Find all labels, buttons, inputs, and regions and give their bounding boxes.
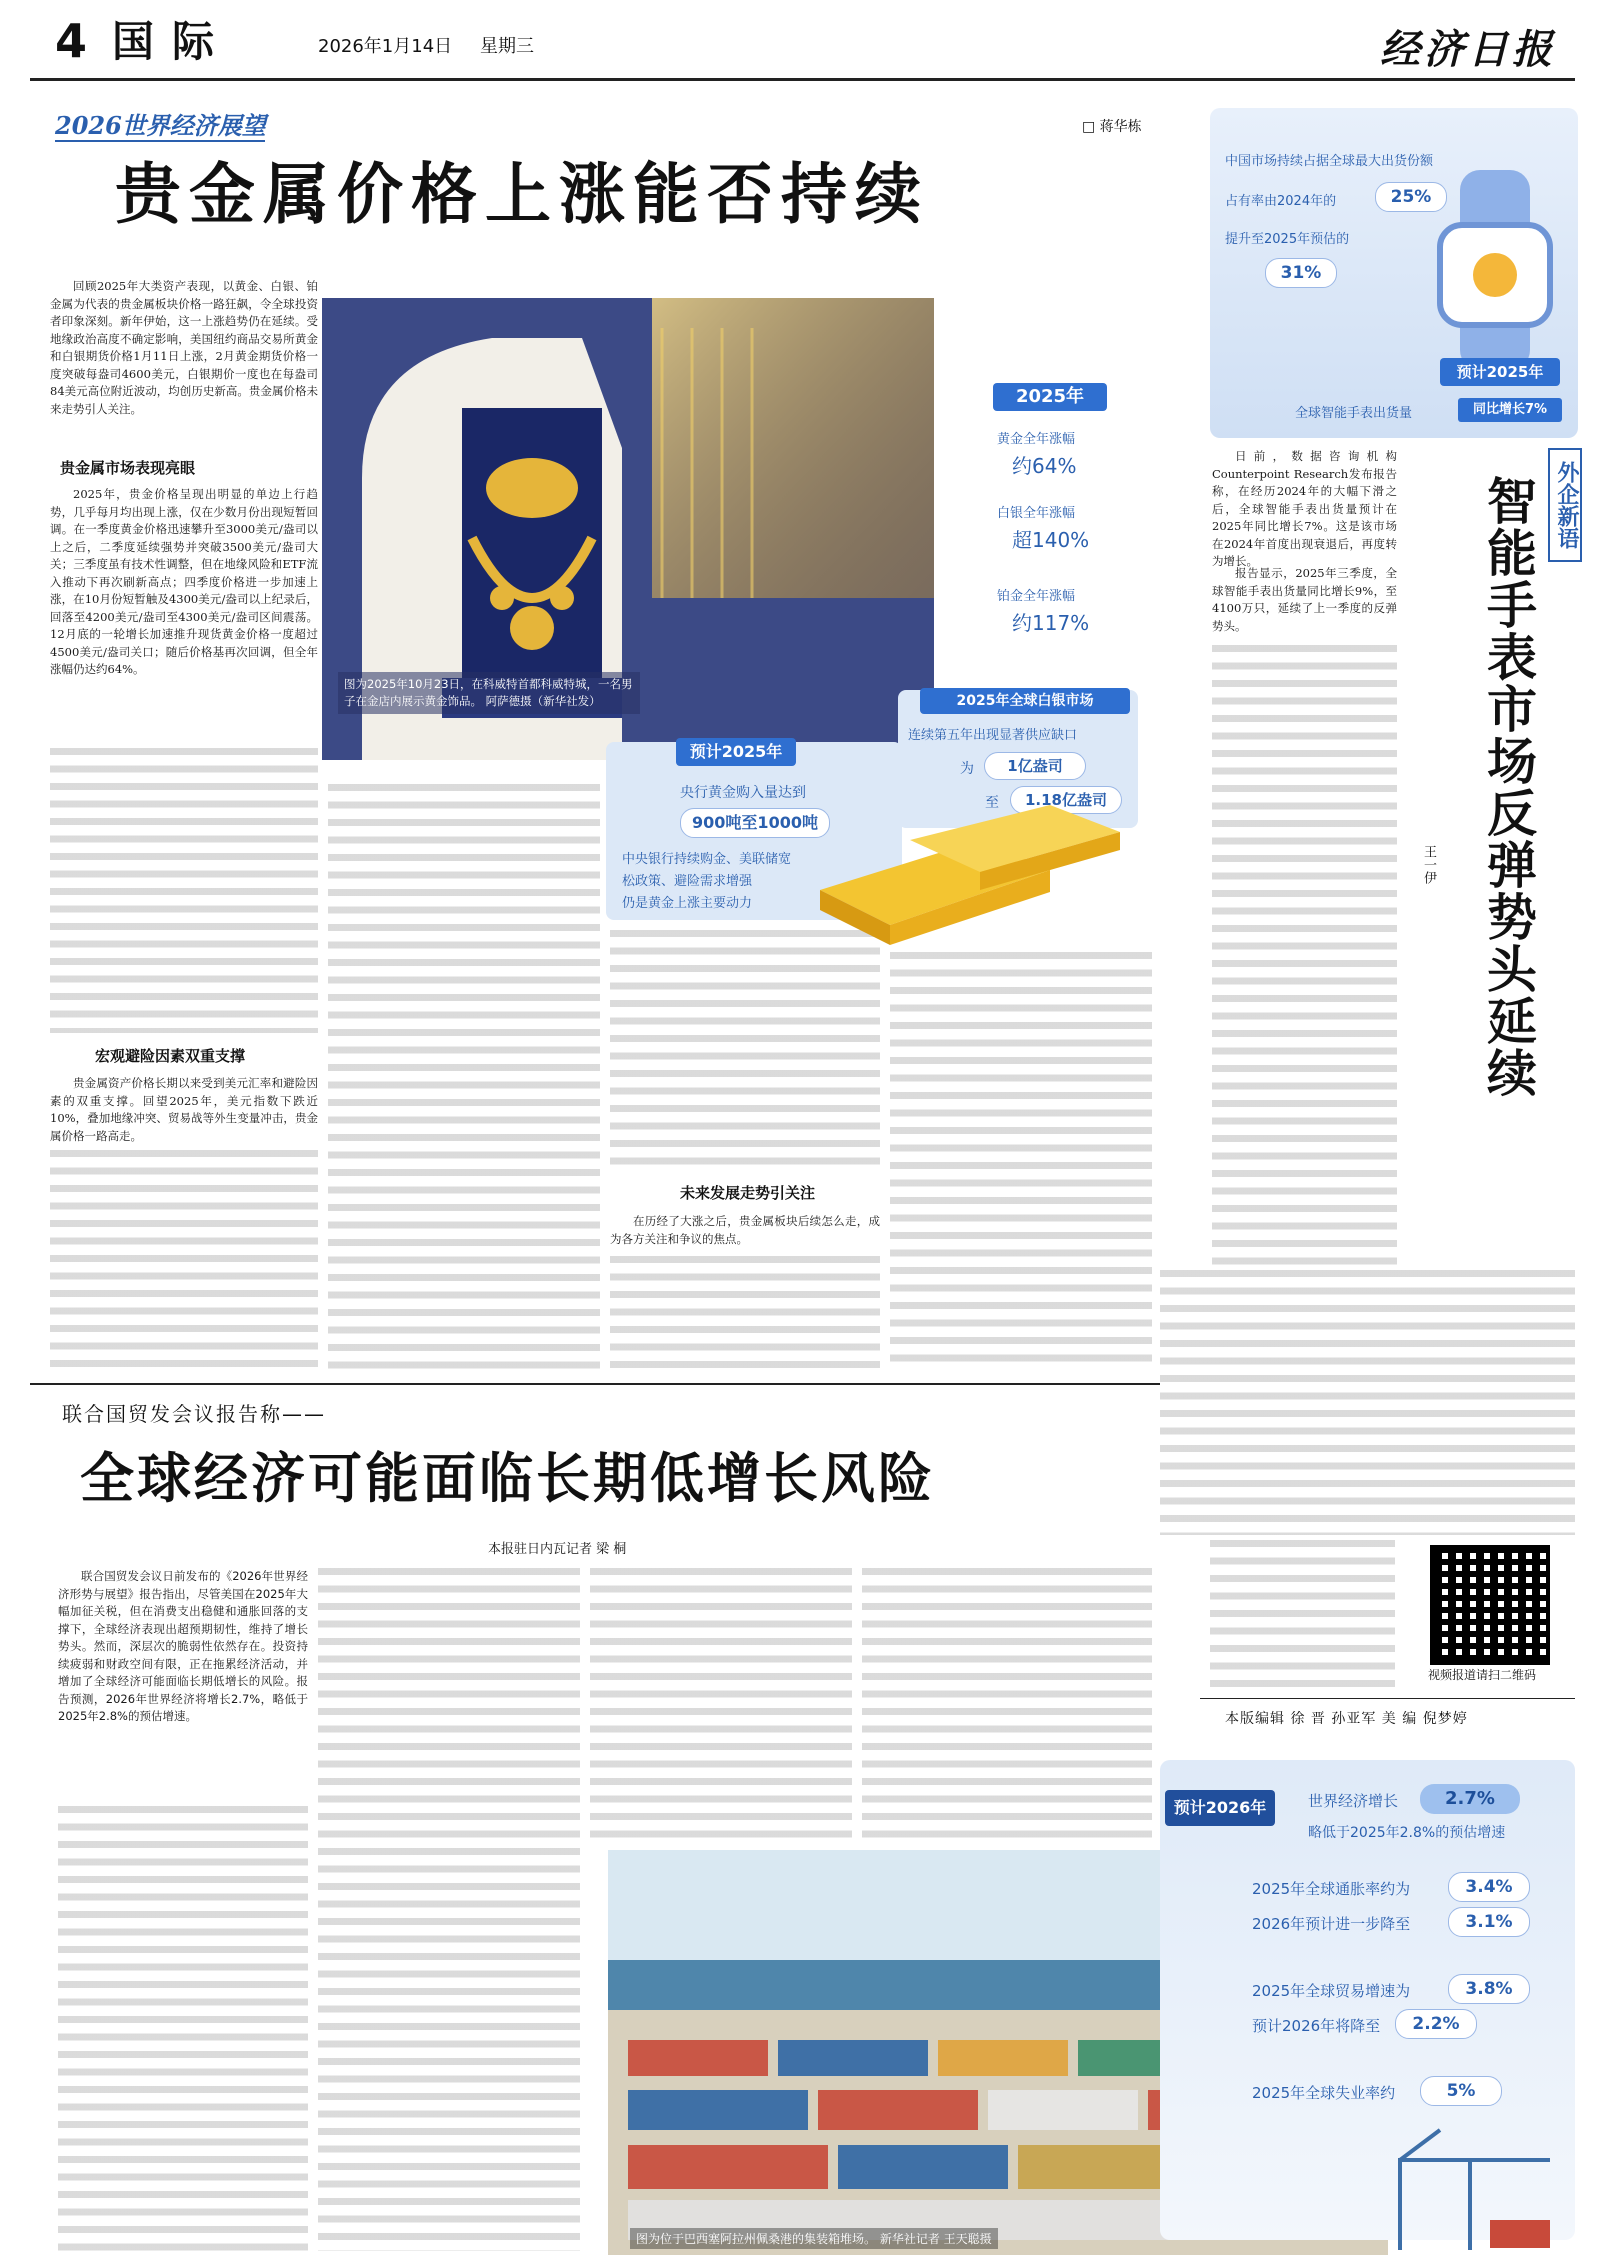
crane-illustration — [1380, 2120, 1570, 2250]
side-story-tag — [1548, 448, 1582, 562]
column-label: 2026世界经济展望 — [55, 111, 266, 140]
second-story-kicker: 联合国贸发会议报告称—— — [62, 1402, 326, 1426]
economy-row3-label: 2026年预计进一步降至 — [1252, 1915, 1411, 1933]
section-outlook-more — [610, 1256, 880, 1372]
economy-badge: 预计2026年 — [1165, 1790, 1275, 1826]
silver-market-title: 2025年全球白银市场 — [920, 688, 1130, 714]
economy-row3-value: 3.1% — [1448, 1907, 1530, 1937]
section-outlook-body: 在历经了大涨之后，贵金属板块后续怎么走，成为各方关注和争议的焦点。 — [610, 1214, 880, 1246]
side-story-more — [1212, 645, 1397, 1265]
credits-rule — [1200, 1698, 1575, 1699]
gold-gain-label: 黄金全年涨幅 — [997, 432, 1076, 447]
paper-logo: 经济日报 — [1380, 26, 1556, 73]
economy-row6-value: 5% — [1420, 2076, 1502, 2106]
middle-column-a — [328, 784, 600, 1372]
side-story-byline — [1418, 845, 1438, 884]
top-story-lead: 回顾2025年大类资产表现，以黄金、白银、铂金属为代表的贵金属板块价格一路狂飙，令全球投资者印象深刻。新年伊始，这一上涨趋势仍在延续。受地缘政治高度不确定影响，美国纽约商品交易所黄金和白银期货价格1月11日上涨，2月黄金期货价格一度突破每盎司4600美元，白银期价一度也在每盎司84美元高位附近波动，均创历史新高。贵金属价格未来走势引人关注。 — [50, 279, 318, 416]
side-info-line2-value: 25% — [1375, 182, 1447, 212]
side-story-lead: 日前，数据咨询机构Counterpoint Research发布报告称，在经历2024年的大幅下滑之后，全球智能手表出货量预计在2025年同比增长7%。这是该市场在2024年首度出现衰退后，再度转为增长。 — [1212, 449, 1397, 568]
side-info-forecast-title: 预计2025年 — [1440, 358, 1560, 386]
second-col-a-more — [58, 1806, 308, 2251]
silver-market-prefix2: 至 — [985, 795, 999, 811]
middle-column-c — [890, 952, 1152, 1372]
economy-row6-label: 2025年全球失业率约 — [1252, 2084, 1396, 2102]
page-number: 4 — [55, 14, 88, 68]
forecast-title: 预计2025年 — [676, 738, 796, 766]
silver-gain-value: 超140% — [1012, 528, 1090, 552]
side-story-bottom — [1210, 1540, 1395, 1690]
silver-market-value1: 1亿盎司 — [984, 752, 1086, 780]
qr-caption: 视频报道请扫二维码 — [1428, 1668, 1537, 1682]
silver-market-prefix1: 为 — [960, 761, 974, 777]
second-col-c — [590, 1568, 852, 1840]
economy-row2-value: 3.4% — [1448, 1872, 1530, 1902]
column-label-underline — [55, 140, 265, 142]
top-story-byline: □ 蒋华栋 — [1082, 119, 1142, 135]
top-story-headline: 贵金属价格上涨能否持续 — [115, 156, 929, 233]
economy-row4-label: 2025年全球贸易增速为 — [1252, 1982, 1411, 2000]
page-credits: 本版编辑 徐 晋 孙亚军 美 编 倪梦婷 — [1225, 1711, 1468, 1727]
economy-row2-label: 2025年全球通胀率约为 — [1252, 1880, 1411, 1898]
silver-market-value2: 1.18亿盎司 — [1010, 786, 1122, 814]
forecast-value: 900吨至1000吨 — [680, 808, 830, 838]
second-col-d — [862, 1568, 1152, 1840]
photo-caption: 图为2025年10月23日，在科威特首都科威特城，一名男子在金店内展示黄金饰品。 阿萨德摄（新华社发） — [338, 672, 640, 714]
side-story-second: 报告显示，2025年三季度，全球智能手表出货量同比增长9%，至4100万只，延续了上一季度的反弹势头。 — [1212, 566, 1397, 633]
middle-column-b — [610, 930, 880, 1165]
section-divider — [30, 1383, 1160, 1385]
forecast-line4: 仍是黄金上涨主要动力 — [622, 896, 753, 911]
subhead-macro: 宏观避险因素双重支撑 — [95, 1047, 246, 1065]
section-macro-more — [50, 1150, 318, 1372]
silver-market-line1: 连续第五年出现显著供应缺口 — [908, 728, 1078, 743]
side-story-headline-text: 智能手表市场反弹势头延续 — [1479, 475, 1537, 1099]
forecast-line1: 央行黄金购入量达到 — [680, 785, 806, 801]
silver-gain-label: 白银全年涨幅 — [997, 506, 1076, 521]
economy-row5-value: 2.2% — [1395, 2009, 1477, 2039]
platinum-gain-value: 约117% — [1012, 611, 1090, 635]
section-name: 国际 — [112, 17, 233, 66]
section-market-body: 2025年，贵金价格呈现出明显的单边上行趋势，几乎每月均出现上涨，仅在少数月份出现短暂回调。在一季度黄金价格迅速攀升至3000美元/盎司以上之后，二季度延续强势并突破3500美元/盎司大关；三季度虽有技术性调整，但在地缘风险和ETF流入推动下再次刷新高点；四季度价格进一步加速上涨，在10月份短暂触及4300美元/盎司以上纪录后，回落至4200美元/盎司至4300美元/盎司区间震荡。12月底的一轮增长加速推升现货黄金价格一度超过4500美元/盎司关口；随后价格基再次回调，但全年涨幅仍达约64%。 — [50, 487, 318, 676]
economy-row5-label: 预计2026年将降至 — [1252, 2017, 1381, 2035]
economy-row4-value: 3.8% — [1448, 1974, 1530, 2004]
section-macro-body: 贵金属资产价格长期以来受到美元汇率和避险因素的双重支撑。回望2025年，美元指数下跌近10%，叠加地缘冲突、贸易战等外生变量冲击，贵金属价格一路高走。 — [50, 1076, 318, 1143]
second-story-headline: 全球经济可能面临长期低增长风险 — [80, 1446, 935, 1510]
gold-bars-illustration — [800, 800, 1130, 950]
side-info-forecast-value: 同比增长7% — [1458, 398, 1562, 422]
second-story-lead: 联合国贸发会议日前发布的《2026年世界经济形势与展望》报告指出，尽管美国在2025年大幅加征关税，但在消费支出稳健和通胀回落的支撑下，全球经济表现出超预期韧性，维持了增长势头。然而，深层次的脆弱性依然存在。投资持续疲弱和财政空间有限，正在拖累经济活动，并增加了全球经济可能面临长期低增长的风险。报告预测，2026年世界经济将增长2.7%，略低于2025年2.8%的预估增速。 — [58, 1569, 308, 1723]
masthead-rule — [30, 78, 1575, 81]
side-story-headline — [1478, 475, 1538, 1195]
port-photo-caption: 图为位于巴西塞阿拉州佩桑港的集装箱堆场。 新华社记者 王天聪摄 — [630, 2228, 998, 2249]
economy-row1-label: 世界经济增长 — [1308, 1792, 1399, 1810]
side-story-byline-text: 王一伊 — [1421, 845, 1436, 884]
side-info-line2-label: 占有率由2024年的 — [1225, 194, 1337, 209]
section-market-more — [50, 748, 318, 1033]
forecast-line2: 中央银行持续购金、美联储宽 — [622, 852, 792, 867]
side-story-wide — [1160, 1270, 1575, 1535]
subhead-market: 贵金属市场表现亮眼 — [60, 459, 196, 477]
gold-gain-value: 约64% — [1012, 454, 1077, 478]
side-story-tag-text: 外企新语 — [1554, 461, 1579, 549]
economy-row1-value: 2.7% — [1420, 1784, 1520, 1814]
qr-code[interactable] — [1430, 1545, 1550, 1665]
subhead-outlook: 未来发展走势引关注 — [680, 1184, 816, 1202]
gains-year-badge: 2025年 — [993, 383, 1107, 411]
issue-weekday: 星期三 — [480, 36, 534, 57]
second-col-b — [318, 1568, 580, 2251]
side-info-line3-label: 提升至2025年预估的 — [1225, 232, 1350, 247]
side-info-line3-value: 31% — [1265, 258, 1337, 288]
side-info-forecast-label: 全球智能手表出货量 — [1295, 406, 1413, 421]
second-story-byline: 本报驻日内瓦记者 梁 桐 — [488, 1542, 627, 1557]
economy-row1-sub: 略低于2025年2.8%的预估增速 — [1308, 1825, 1506, 1841]
issue-date: 2026年1月14日 — [318, 36, 453, 57]
platinum-gain-label: 铂金全年涨幅 — [997, 589, 1076, 604]
forecast-line3: 松政策、避险需求增强 — [622, 874, 753, 889]
side-info-line1: 中国市场持续占据全球最大出货份额 — [1225, 154, 1434, 169]
